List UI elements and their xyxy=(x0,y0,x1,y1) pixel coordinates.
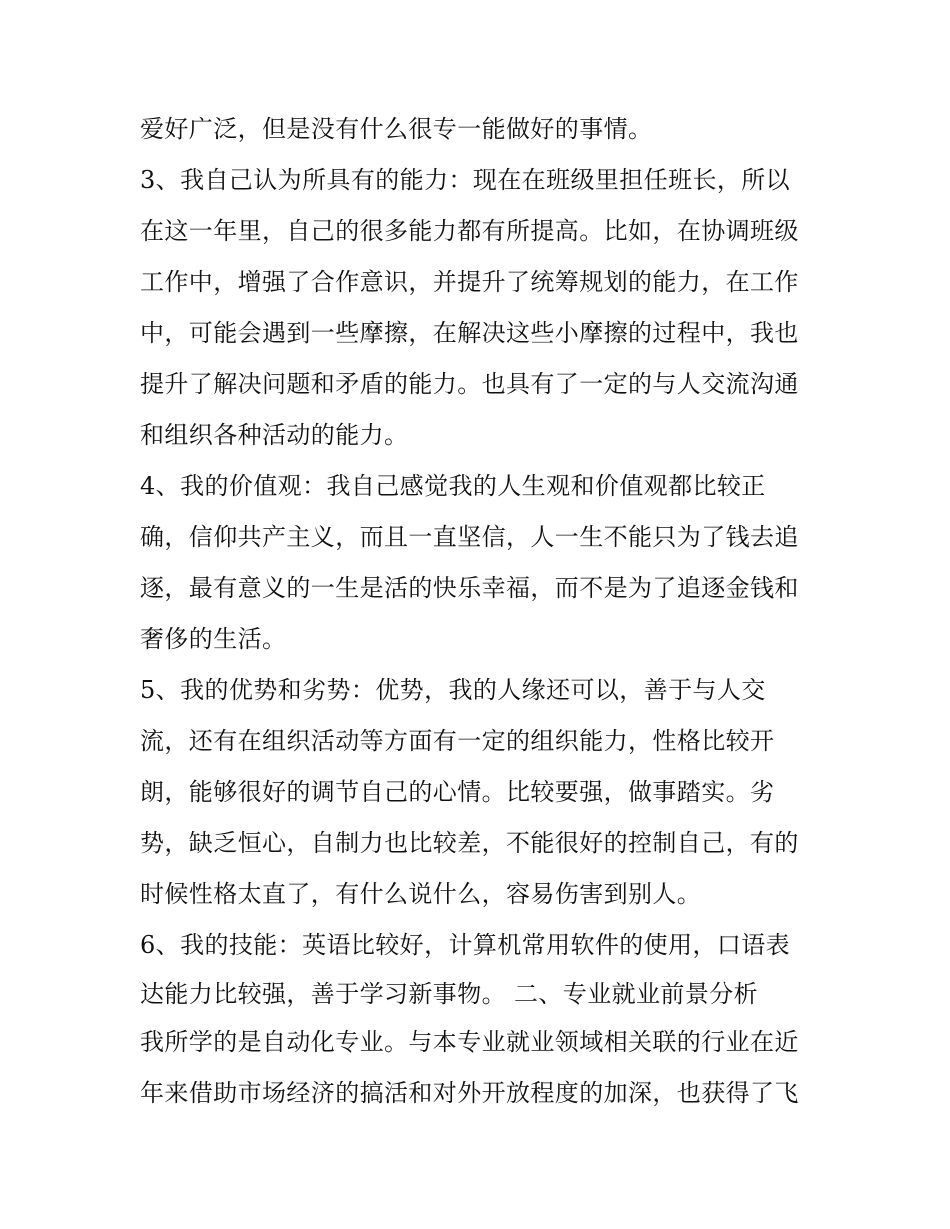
text-line: 逐，最有意义的一生是活的快乐幸福，而不是为了追逐金钱和 xyxy=(140,574,799,602)
text-line: 流，还有在组织活动等方面有一定的组织能力，性格比较开 xyxy=(140,727,775,755)
text-line: 在这一年里，自己的很多能力都有所提高。比如，在协调班级 xyxy=(140,217,799,245)
text-line: 朗，能够很好的调节自己的心情。比较要强，做事踏实。劣 xyxy=(140,778,775,806)
text-line: 奢侈的生活。 xyxy=(140,625,287,653)
text-line: 我所学的是自动化专业。与本专业就业领域相关联的行业在近 xyxy=(140,1028,799,1056)
document-body xyxy=(140,104,830,1119)
text-line: 时候性格太直了，有什么说什么，容易伤害到别人。 xyxy=(140,880,702,908)
text-line: 和组织各种活动的能力。 xyxy=(140,421,409,449)
text-line: 5、我的优势和劣势：优势，我的人缘还可以，善于与人交 xyxy=(140,676,766,704)
text-line: 提升了解决问题和矛盾的能力。也具有了一定的与人交流沟通 xyxy=(140,370,799,398)
text-line: 4、我的价值观：我自己感觉我的人生观和价值观都比较正 xyxy=(140,472,766,500)
text-line: 爱好广泛，但是没有什么很专一能做好的事情。 xyxy=(140,115,653,143)
text-line: 年来借助市场经济的搞活和对外开放程度的加深，也获得了飞 xyxy=(140,1079,799,1107)
text-line: 达能力比较强，善于学习新事物。 二、专业就业前景分析 xyxy=(140,980,759,1008)
text-line: 中，可能会遇到一些摩擦，在解决这些小摩擦的过程中，我也 xyxy=(140,319,799,347)
text-line: 6、我的技能：英语比较好，计算机常用软件的使用，口语表 xyxy=(140,931,791,959)
text-line: 势，缺乏恒心，自制力也比较差，不能很好的控制自己，有的 xyxy=(140,829,799,857)
text-line: 确，信仰共产主义，而且一直坚信，人一生不能只为了钱去追 xyxy=(140,523,799,551)
text-line: 3、我自己认为所具有的能力：现在在班级里担任班长，所以 xyxy=(140,166,791,194)
text-line: 工作中，增强了合作意识，并提升了统筹规划的能力，在工作 xyxy=(140,268,799,296)
